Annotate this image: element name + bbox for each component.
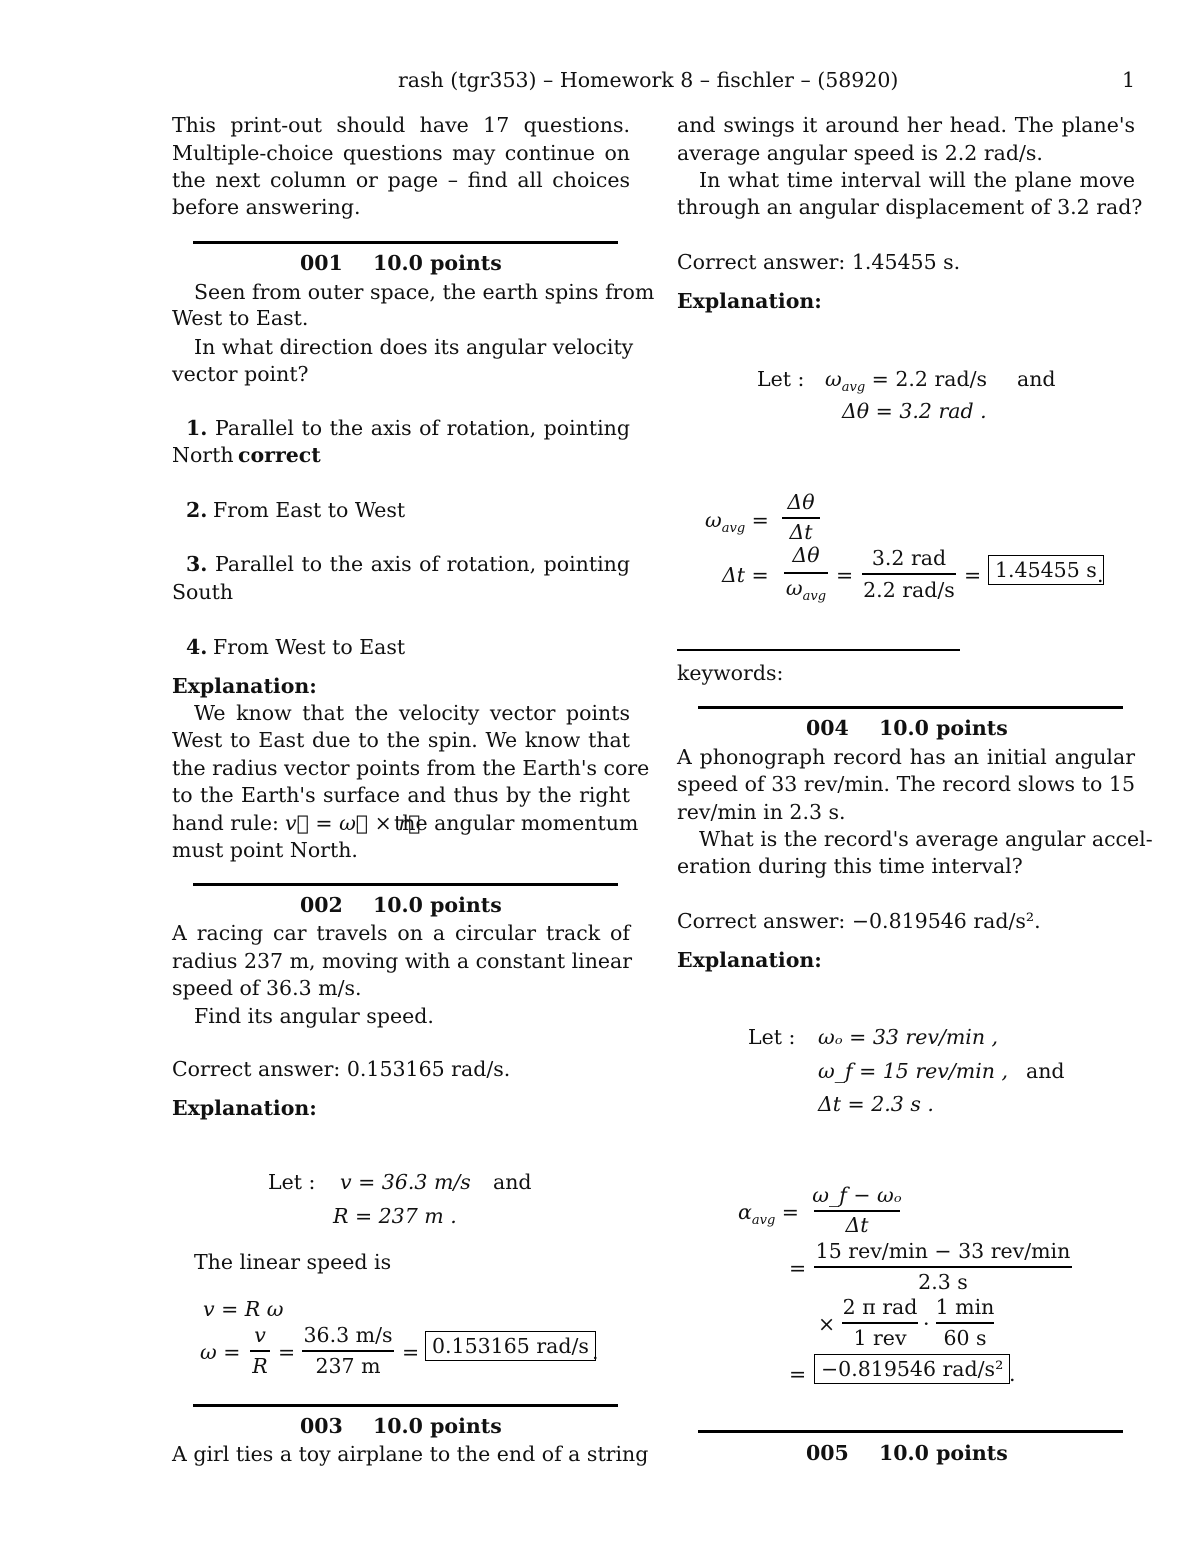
equals-sign: = [402,1340,420,1364]
question-points: 10.0 points [373,1414,502,1438]
explanation-equation: v⃗ = ω⃗ × r⃗ [285,811,421,835]
dot-operator: · [923,1312,930,1336]
choice-text: North [172,443,234,467]
explanation-text: hand rule: [172,811,279,835]
question-text: speed of 33 rev/min. The record slows to 15 [677,772,1135,796]
fraction-denominator [782,576,830,604]
question-text: rev/min in 2.3 s. [677,800,846,824]
alpha-symbol: α [738,1200,752,1224]
fraction-numerator: 2 π rad [842,1295,918,1319]
correct-answer: Correct answer: 0.153165 rad/s. [172,1057,511,1081]
fraction-bar [302,1350,394,1352]
question-text: In what time interval will the plane move [699,168,1135,192]
question-divider [193,883,618,886]
question-text: In what direction does its angular velocity [194,335,634,359]
page-header-title: rash (tgr353) – Homework 8 – fischler – (58920) [398,68,899,92]
subscript: avg [751,1213,776,1229]
question-number: 004 [806,716,849,740]
correct-answer: Correct answer: 1.45455 s. [677,250,961,274]
explanation-label: Explanation: [677,289,822,313]
fraction-denominator: Δt [845,1213,869,1237]
given-value: Δθ = 3.2 rad . [842,399,987,423]
question-text: and swings it around her head. The plane's [677,113,1135,137]
question-text: Find its angular speed. [194,1004,434,1028]
equals-sign: = [278,1340,296,1364]
fraction-numerator: Δθ [787,490,815,514]
question-text: A girl ties a toy airplane to the end of a string [172,1442,649,1466]
question-number: 002 [300,893,343,917]
equation-lhs: $\alpha_{avg}$ = [738,1200,799,1229]
fraction-denominator: 2.2 rad/s [863,578,955,602]
intro-line: before answering. [172,195,361,219]
equals-sign: = [964,563,982,587]
let-label: Let : [757,367,805,391]
given-value: v = 36.3 m/s [340,1170,471,1194]
given-value [825,367,987,395]
explanation-text: to the Earth's surface and thus by the right [172,783,630,807]
explanation-label: Explanation: [172,674,317,698]
given-value: ωₒ = 33 rev/min , [818,1025,999,1049]
question-divider [193,241,618,244]
question-points: 10.0 points [373,893,502,917]
fraction-numerator: v [254,1323,266,1347]
subscript: avg [721,521,746,537]
choice-text: Parallel to the axis of rotation, pointing [215,416,630,440]
choice-text: From East to West [213,498,406,522]
let-label: Let : [748,1025,796,1049]
fraction-numerator: 36.3 m/s [303,1323,393,1347]
question-text: A racing car travels on a circular track of [172,921,630,945]
equation-lhs: ω = [200,1340,241,1364]
choice-text: South [172,580,234,604]
fraction-denominator: Δt [789,520,813,544]
period: . [592,1340,599,1364]
fraction-numerator: 1 min [935,1295,995,1319]
question-points: 10.0 points [879,1441,1008,1465]
answer-box: 0.153165 rad/s [425,1331,596,1361]
fraction-numerator: Δθ [792,543,820,567]
equals-sign: = [836,563,854,587]
question-points: 10.0 points [373,251,502,275]
keywords-divider [677,649,960,651]
correct-marker: correct [238,443,321,467]
question-divider [698,706,1123,709]
given-value: Δt = 2.3 s . [818,1092,934,1116]
fraction-numerator: 15 rev/min − 33 rev/min [815,1239,1071,1263]
question-divider [193,1404,618,1407]
answer-box: 1.45455 s [988,555,1104,585]
page-number: 1 [1122,68,1136,92]
question-text: speed of 36.3 m/s. [172,976,362,1000]
and-word: and [493,1170,532,1194]
question-number: 005 [806,1441,849,1465]
fraction-bar [250,1350,270,1352]
choice-number: 4. [186,635,208,659]
equation-lhs: $\omega_{avg}$ = [705,508,769,537]
given-value: R = 237 m . [333,1204,457,1228]
omega-symbol: ω [785,576,803,600]
intro-line: This print-out should have 17 questions. [172,113,630,137]
question-text: A phonograph record has an initial angular [677,745,1135,769]
equals-sign: = [789,1256,807,1280]
equals-sign: = [789,1362,807,1386]
answer-box: −0.819546 rad/s² [814,1354,1010,1384]
choice-number: 3. [186,552,208,576]
fraction-denominator: 60 s [943,1326,987,1350]
period: . [1097,563,1104,587]
fraction-bar [784,572,828,574]
fraction-bar [862,573,956,575]
equation-line: v = R ω [203,1297,284,1321]
times-sign: × [818,1312,836,1336]
and-word: and [1026,1059,1065,1083]
given-rest: = 2.2 rad/s [871,367,988,391]
explanation-text: must point North. [172,838,358,862]
and-word: and [1017,367,1056,391]
given-value: ω_f = 15 rev/min , [818,1059,1009,1083]
let-label: Let : [268,1170,316,1194]
equation-lhs: Δt = [722,563,769,587]
question-text: What is the record's average angular accel- [699,827,1153,851]
explanation-label: Explanation: [677,948,822,972]
question-divider [698,1430,1123,1433]
omega-symbol: ω [825,367,842,391]
fraction-denominator: 237 m [315,1354,381,1378]
fraction-bar [814,1210,900,1212]
fraction-bar [814,1266,1072,1268]
intro-line: Multiple-choice questions may continue on [172,141,630,165]
fraction-denominator: 2.3 s [918,1270,968,1294]
question-text: radius 237 m, moving with a constant linear [172,949,633,973]
choice-text: From West to East [213,635,406,659]
fraction-denominator: 1 rev [853,1326,907,1350]
question-text: average angular speed is 2.2 rad/s. [677,141,1043,165]
explanation-text: the radius vector points from the Earth's core [172,756,650,780]
fraction-numerator: ω_f − ωₒ [812,1183,902,1207]
question-points: 10.0 points [879,716,1008,740]
choice-text: Parallel to the axis of rotation, pointing [215,552,630,576]
explanation-text: The linear speed is [194,1250,392,1274]
correct-answer: Correct answer: −0.819546 rad/s². [677,909,1041,933]
keywords-label: keywords: [677,661,784,685]
fraction-bar [842,1322,918,1324]
fraction-bar [936,1322,994,1324]
subscript: avg [841,380,866,396]
question-text: eration during this time interval? [677,854,1023,878]
subscript: avg [802,589,827,605]
question-number: 003 [300,1414,343,1438]
intro-line: the next column or page – find all choices [172,168,630,192]
omega-symbol: ω [705,508,722,532]
fraction-numerator: 3.2 rad [871,546,947,570]
explanation-text: West to East due to the spin. We know that [172,728,630,752]
explanation-text: We know that the velocity vector points [194,701,630,725]
choice-number: 1. [186,416,208,440]
question-text: West to East. [172,306,309,330]
fraction-bar [782,517,820,519]
question-number: 001 [300,251,343,275]
question-text: through an angular displacement of 3.2 rad? [677,195,1143,219]
fraction-denominator: R [252,1354,268,1378]
explanation-text: the angular momentum [394,811,639,835]
period: . [1009,1362,1016,1386]
explanation-label: Explanation: [172,1096,317,1120]
question-text: Seen from outer space, the earth spins from [194,280,655,304]
choice-number: 2. [186,498,208,522]
question-text: vector point? [172,362,309,386]
